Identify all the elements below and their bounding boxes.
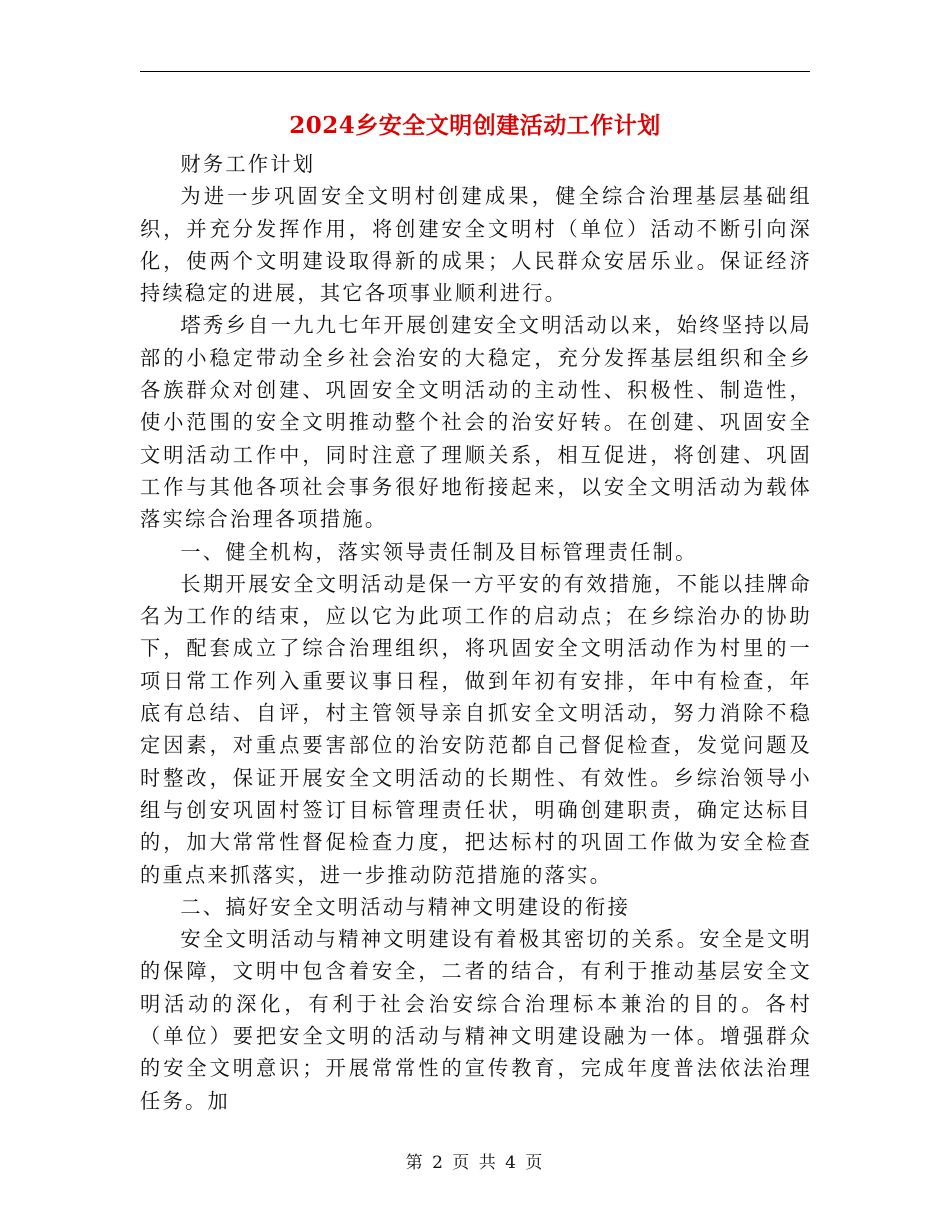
document-body <box>140 148 812 1117</box>
paragraph-background: 塔秀乡自一九九七年开展创建安全文明活动以来，始终坚持以局部的小稳定带动全乡社会治安的大稳定，充分发挥基层组织和全乡各族群众对创建、巩固安全文明活动的主动性、积极性、制造性，使小范围的安全文明推动整个社会的治安好转。在创建、巩固安全文明活动工作中，同时注意了理顺关系，相互促进，将创建、巩固工作与其他各项社会事务很好地衔接起来，以安全文明活动为载体落实综合治理各项措施。 <box>140 313 812 532</box>
document-title: 2024乡安全文明创建活动工作计划 <box>289 112 661 139</box>
page-number-footer: 第 2 页 共 4 页 <box>405 1153 545 1173</box>
paragraph-section-1: 长期开展安全文明活动是保一方平安的有效措施，不能以挂牌命名为工作的结束，应以它为此项工作的启动点；在乡综治办的协助下，配套成立了综合治理组织，将巩固安全文明活动作为村里的一项日常工作列入重要议事日程，做到年初有安排，年中有检查，年底有总结、自评，村主管领导亲自抓安全文明活动，努力消除不稳定因素，对重点要害部位的治安防范都自己督促检查，发觉问题及时整改，保证开展安全文明活动的长期性、有效性。乡综治领导小组与创安巩固村签订目标管理责任状，明确创建职责，确定达标目的，加大常常性督促检查力度，把达标村的巩固工作做为安全检查的重点来抓落实，进一步推动防范措施的落实。 <box>140 571 812 887</box>
paragraph-section-2: 安全文明活动与精神文明建设有着极其密切的关系。安全是文明的保障，文明中包含着安全，二者的结合，有利于推动基层安全文明活动的深化，有利于社会治安综合治理标本兼治的目的。各村（单位）要把安全文明的活动与精神文明建设融为一体。增强群众的安全文明意识；开展常常性的宣传教育，完成年度普法依法治理任务。加 <box>140 927 812 1113</box>
paragraph-intro: 为进一步巩固安全文明村创建成果，健全综合治理基层基础组织，并充分发挥作用，将创建安全文明村（单位）活动不断引向深化，使两个文明建设取得新的成果；人民群众安居乐业。保证经济持续稳定的进展，其它各项事业顺利进行。 <box>140 184 812 306</box>
paragraph-subtitle: 财务工作计划 <box>180 152 316 176</box>
header-rule <box>140 71 810 72</box>
section-heading-1: 一、健全机构，落实领导责任制及目标管理责任制。 <box>180 539 698 564</box>
section-heading-2: 二、搞好安全文明活动与精神文明建设的衔接 <box>180 894 631 919</box>
